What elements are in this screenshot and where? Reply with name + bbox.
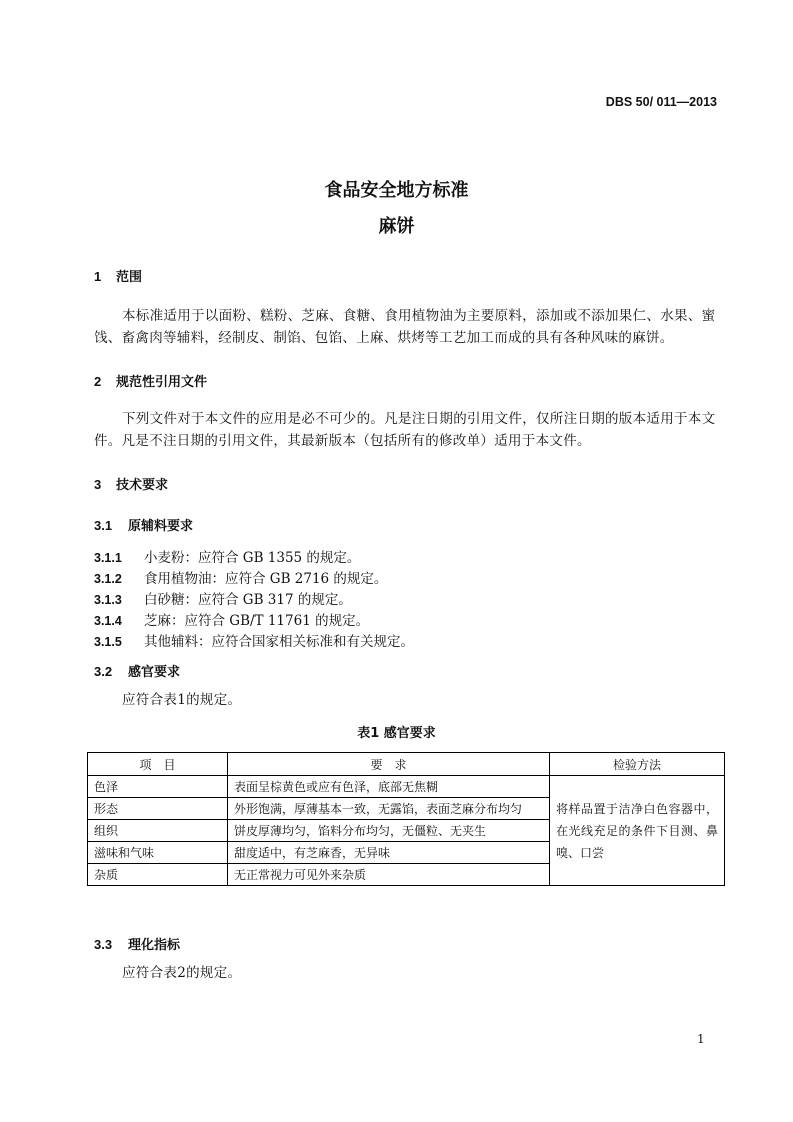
page-number: 1 [697, 1032, 705, 1046]
item-number: 3.1.3 [94, 593, 122, 607]
section-number: 3.3 [94, 937, 113, 952]
column-header: 要 求 [228, 753, 550, 776]
item-text: 食用植物油：应符合 GB 2716 的规定。 [144, 571, 388, 587]
table-cell-requirement: 甜度适中，有芝麻香，无异味 [228, 842, 550, 864]
list-item [94, 609, 369, 629]
table-cell-item: 色泽 [88, 776, 228, 798]
section-number: 1 [94, 269, 102, 284]
section-2-text: 下列文件对于本文件的应用是必不可少的。凡是注日期的引用文件，仅所注日期的版本适用于本文件。凡是不注日期的引用文件，其最新版本（包括所有的修改单）适用于本文件。 [94, 411, 716, 449]
table-caption: 表1 感官要求 [357, 726, 436, 741]
section-title: 感官要求 [128, 665, 181, 680]
column-header: 检验方法 [550, 753, 725, 776]
column-header: 项 目 [88, 753, 228, 776]
section-number: 3 [94, 477, 102, 492]
item-text: 白砂糖：应符合 GB 317 的规定。 [144, 592, 352, 608]
document-title: 食品安全地方标准 [324, 180, 469, 201]
table-header-row [88, 753, 725, 776]
section-number: 3.2 [94, 664, 113, 679]
section-title: 范围 [116, 270, 143, 285]
list-item [94, 630, 414, 650]
section-3-1-heading [94, 515, 193, 534]
section-title: 理化指标 [128, 938, 181, 953]
table-cell-item: 组织 [88, 820, 228, 842]
item-number: 3.1.2 [94, 572, 122, 586]
item-number: 3.1.1 [94, 551, 122, 565]
item-number: 3.1.4 [94, 614, 122, 628]
table-cell-item: 杂质 [88, 864, 228, 886]
table-cell-requirement: 饼皮厚薄均匀，馅料分布均匀，无僵粒、无夹生 [228, 820, 550, 842]
table-cell-item: 滋味和气味 [88, 842, 228, 864]
standard-code: DBS 50/ 011—2013 [605, 95, 717, 109]
section-3-3-heading [94, 934, 180, 953]
table-cell-requirement: 表面呈棕黄色或应有色泽，底部无焦糊 [228, 776, 550, 798]
table-row [88, 776, 725, 798]
item-text: 芝麻：应符合 GB/T 11761 的规定。 [144, 613, 370, 629]
list-item [94, 588, 352, 608]
list-item [94, 567, 387, 587]
table-cell-method: 将样品置于洁净白色容器中，在光线充足的条件下目测、鼻嗅、口尝 [550, 776, 725, 886]
section-title: 原辅料要求 [128, 519, 194, 534]
table-cell-requirement: 无正常视力可见外来杂质 [228, 864, 550, 886]
section-2-heading [94, 371, 207, 390]
item-text: 小麦粉：应符合 GB 1355 的规定。 [144, 550, 361, 566]
section-3-2-text: 应符合表1的规定。 [122, 692, 242, 708]
section-1-heading [94, 266, 142, 285]
document-subtitle: 麻饼 [378, 216, 415, 237]
section-1-text: 本标准适用于以面粉、糕粉、芝麻、食糖、食用植物油为主要原料，添加或不添加果仁、水果、蜜饯、畜禽肉等辅料，经制皮、制馅、包馅、上麻、烘烤等工艺加工而成的具有各种风味的麻饼。 [94, 308, 716, 346]
section-title: 规范性引用文件 [116, 375, 208, 390]
item-number: 3.1.5 [94, 635, 122, 649]
table-cell-requirement: 外形饱满，厚薄基本一致，无露馅，表面芝麻分布均匀 [228, 798, 550, 820]
section-3-2-heading [94, 661, 180, 680]
sensory-requirements-table [87, 752, 725, 886]
table-cell-item: 形态 [88, 798, 228, 820]
item-text: 其他辅料：应符合国家相关标准和有关规定。 [144, 634, 414, 650]
section-3-heading [94, 474, 168, 493]
section-number: 3.1 [94, 518, 113, 533]
section-3-3-text: 应符合表2的规定。 [122, 965, 242, 981]
list-item [94, 546, 360, 566]
section-title: 技术要求 [116, 478, 169, 493]
section-number: 2 [94, 374, 102, 389]
